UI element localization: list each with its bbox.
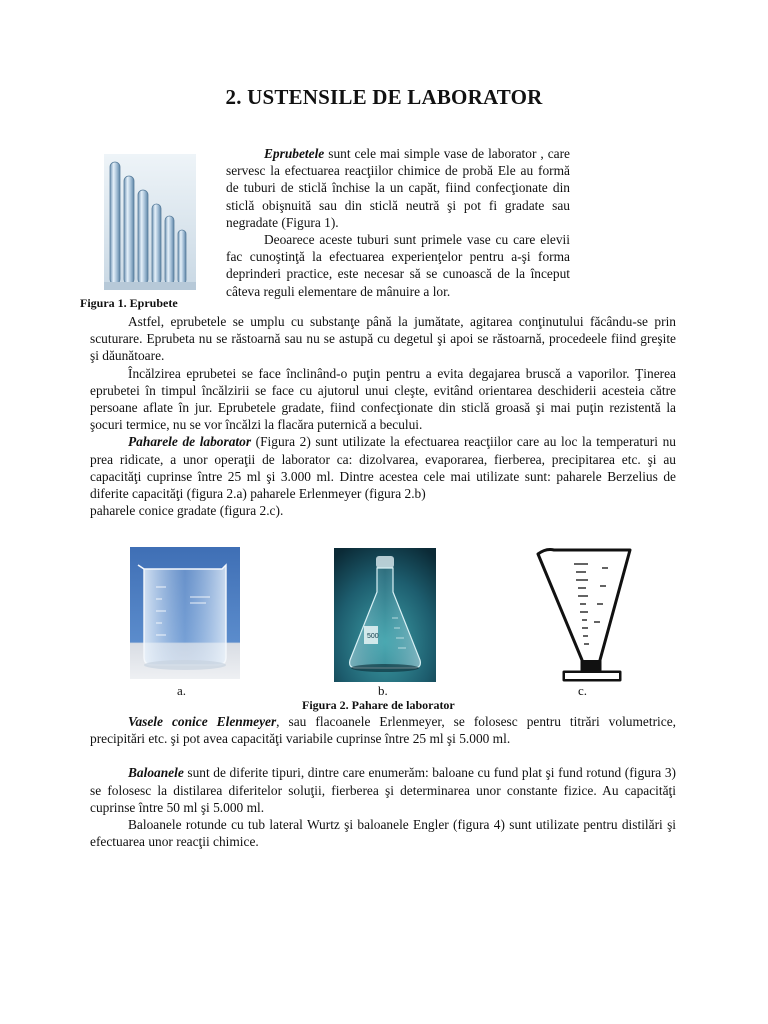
figure-2-caption: Figura 2. Pahare de laborator [302,698,455,712]
term-baloanele: Baloanele [128,765,184,781]
figure-1-caption: Figura 1. Eprubete [80,296,178,310]
erlenmeyer-image [334,548,436,682]
beaker-image [130,547,240,679]
term-vasele-conice: Vasele conice Elenmeyer [128,714,277,729]
conical-glass-image [530,542,642,684]
paragraph-pahare [90,433,676,502]
paragraph-wurtz: Baloanele rotunde cu tub lateral Wurtz şi baloanele Engler (figura 4) sunt utilizate pentru distilări şi efectuarea unor reacţii chimice. [90,817,676,850]
berzelius-beaker-illustration [130,547,240,679]
figure-2a-label: a. [177,683,187,698]
pahare-text: (Figura 2) sunt utilizate la efectuarea reacţiilor care au loc la temperaturi nu prea ridicate, a unor operaţii de laborator ca: dizolvarea, evaporarea, fierberea, precipitarea etc. şi au capacităţi cuprinse între 25 ml şi 3.000 ml. Dintre acestea cele mai utilizate sunt: paharele Berzelius de diferite capacităţi (figura 2.a) paharele Erlenmeyer (figura 2.b) [90,434,676,502]
paragraph-vase [90,713,676,747]
test-tubes-illustration [104,154,196,290]
term-paharele: Paharele de laborator [128,434,252,450]
term-eprubetele: Eprubetele [264,146,325,161]
paragraph-astfel: Astfel, eprubetele se umplu cu substanţe până la jumătate, agitarea conţinutului făcându-se prin scuturare. Eprubeta nu se răstoarnă sau nu se astupă cu degetul şi apoi se răstoarnă, procedeele fiind greşite şi dăunătoare. [90,314,676,364]
intro-text: sunt cele mai simple vase de laborator , care servesc la efectuarea reacţiilor chimice de probă Ele au formă de tuburi de sticlă închise la un capăt, fiind confecţionate din sticlă obişnuită sau din sticlă neutră şi pot fi gradate sau negradate (Figura 1). [226,146,570,230]
figure-2c-label: c. [578,683,588,698]
intro-paragraph [226,145,570,300]
test-tubes-image [104,154,196,290]
vase-text: , sau flacoanele Erlenmeyer, se folosesc pentru titrări volumetrice, precipitări etc. şi pot avea capacităţi variabile cuprinse între 25 ml şi 5.000 ml. [90,714,676,747]
erlenmeyer-flask-illustration [334,548,436,682]
baloane-text: sunt de diferite tipuri, dintre care enumerăm: baloane cu fund plat şi fund rotund (figura 3) se folosesc la distilarea diferitelor soluţii, fierberea şi determinarea unor constante fizice. Au capacităţi cuprinse între 50 ml şi 5.000 ml. [90,765,676,815]
flask-volume-mark: 500 [367,633,379,640]
conical-graduated-glass-illustration [530,542,642,684]
paragraph-incalzirea: Încălzirea eprubetei se face înclinând-o puţin pentru a evita degajarea bruscă a vaporilor. Ţinerea eprubetei în timpul încălzirii se face cu ajutorul unui cleşte, evitând orientarea deschiderii acesteia către persoane aflate în jur. Eprubetele gradate, fiind confecţionate din sticlă groasă şi mai puţin rezistentă la şocuri termice, nu se vor încălzi la flacăra puternică a becului. [90,365,676,433]
intro-paragraph-2: Deoarece aceste tuburi sunt primele vase cu care elevii fac cunoştinţă la efectuarea experienţelor pentru a-şi forma deprinderi practice, este necesar să se cunoască de la început câteva reguli elementare de mânuire a lor. [226,232,570,299]
lower-text-block [90,713,676,850]
pahare-last-line: paharele conice gradate (figura 2.c). [90,503,284,519]
page-title: 2. USTENSILE DE LABORATOR [225,85,543,109]
figure-2b-label: b. [378,683,388,698]
paragraph-baloane [90,764,676,816]
body-text-block [90,313,676,519]
